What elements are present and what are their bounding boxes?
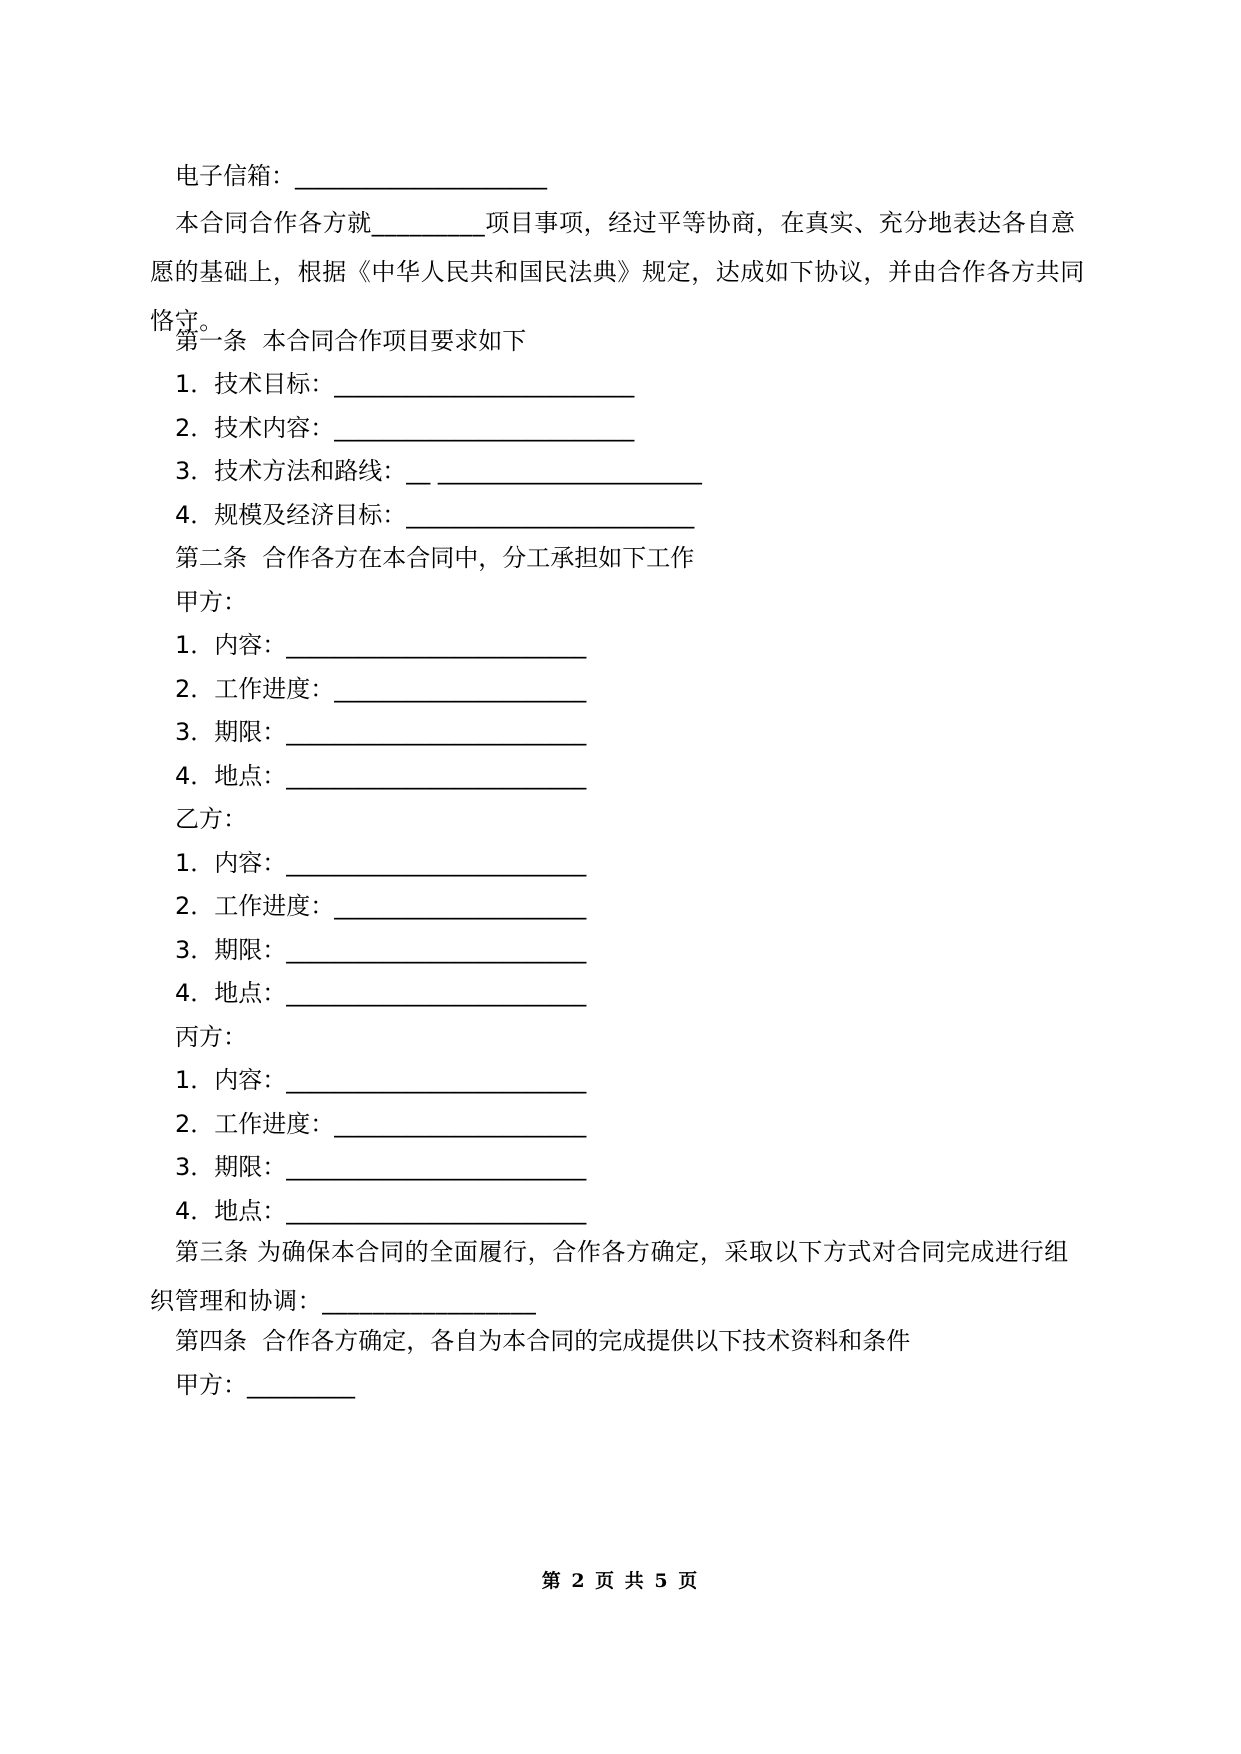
- article-2-heading: 第二条 合作各方在本合同中，分工承担如下工作: [175, 544, 695, 572]
- party-c-item-2: 2．工作进度：_____________________: [175, 1110, 587, 1138]
- email-line: 电子信箱：_____________________: [175, 162, 547, 190]
- party-a-item-4: 4．地点：_________________________: [175, 762, 587, 790]
- article-1-item-3: 3．技术方法和路线：__ ______________________: [175, 457, 702, 485]
- party-a-label: 甲方：: [175, 588, 247, 616]
- article-1-item-1: 1．技术目标：_________________________: [175, 370, 635, 398]
- party-c-item-3: 3．期限：_________________________: [175, 1153, 587, 1181]
- party-c-item-4: 4．地点：_________________________: [175, 1197, 587, 1225]
- article-1-item-2: 2．技术内容：_________________________: [175, 414, 635, 442]
- party-a-item-2: 2．工作进度：_____________________: [175, 675, 587, 703]
- party-c-label: 丙方：: [175, 1023, 247, 1051]
- intro-paragraph: 本合同合作各方就_________项目事项，经过平等协商，在真实、充分地表达各自意愿的基础上，根据《中华人民共和国民法典》规定，达成如下协议，并由合作各方共同恪守。: [150, 209, 1085, 335]
- party-a-item-1: 1．内容：_________________________: [175, 631, 587, 659]
- article-1-heading: 第一条 本合同合作项目要求如下: [175, 327, 527, 355]
- article-4-heading: 第四条 合作各方确定，各自为本合同的完成提供以下技术资料和条件: [175, 1327, 911, 1355]
- party-b-item-2: 2．工作进度：_____________________: [175, 892, 587, 920]
- party-a-item-3: 3．期限：_________________________: [175, 718, 587, 746]
- article-4-party-a-line: 甲方：_________: [175, 1371, 355, 1399]
- party-b-item-3: 3．期限：_________________________: [175, 936, 587, 964]
- party-c-item-1: 1．内容：_________________________: [175, 1066, 587, 1094]
- article-3-paragraph: 第三条 为确保本合同的全面履行，合作各方确定，采取以下方式对合同完成进行组织管理和协调：_________________: [150, 1238, 1069, 1315]
- article-1-item-4: 4．规模及经济目标：________________________: [175, 501, 695, 529]
- page-number-footer: 第 2 页 共 5 页: [541, 1570, 700, 1592]
- party-b-item-4: 4．地点：_________________________: [175, 979, 587, 1007]
- party-b-label: 乙方：: [175, 805, 247, 833]
- party-b-item-1: 1．内容：_________________________: [175, 849, 587, 877]
